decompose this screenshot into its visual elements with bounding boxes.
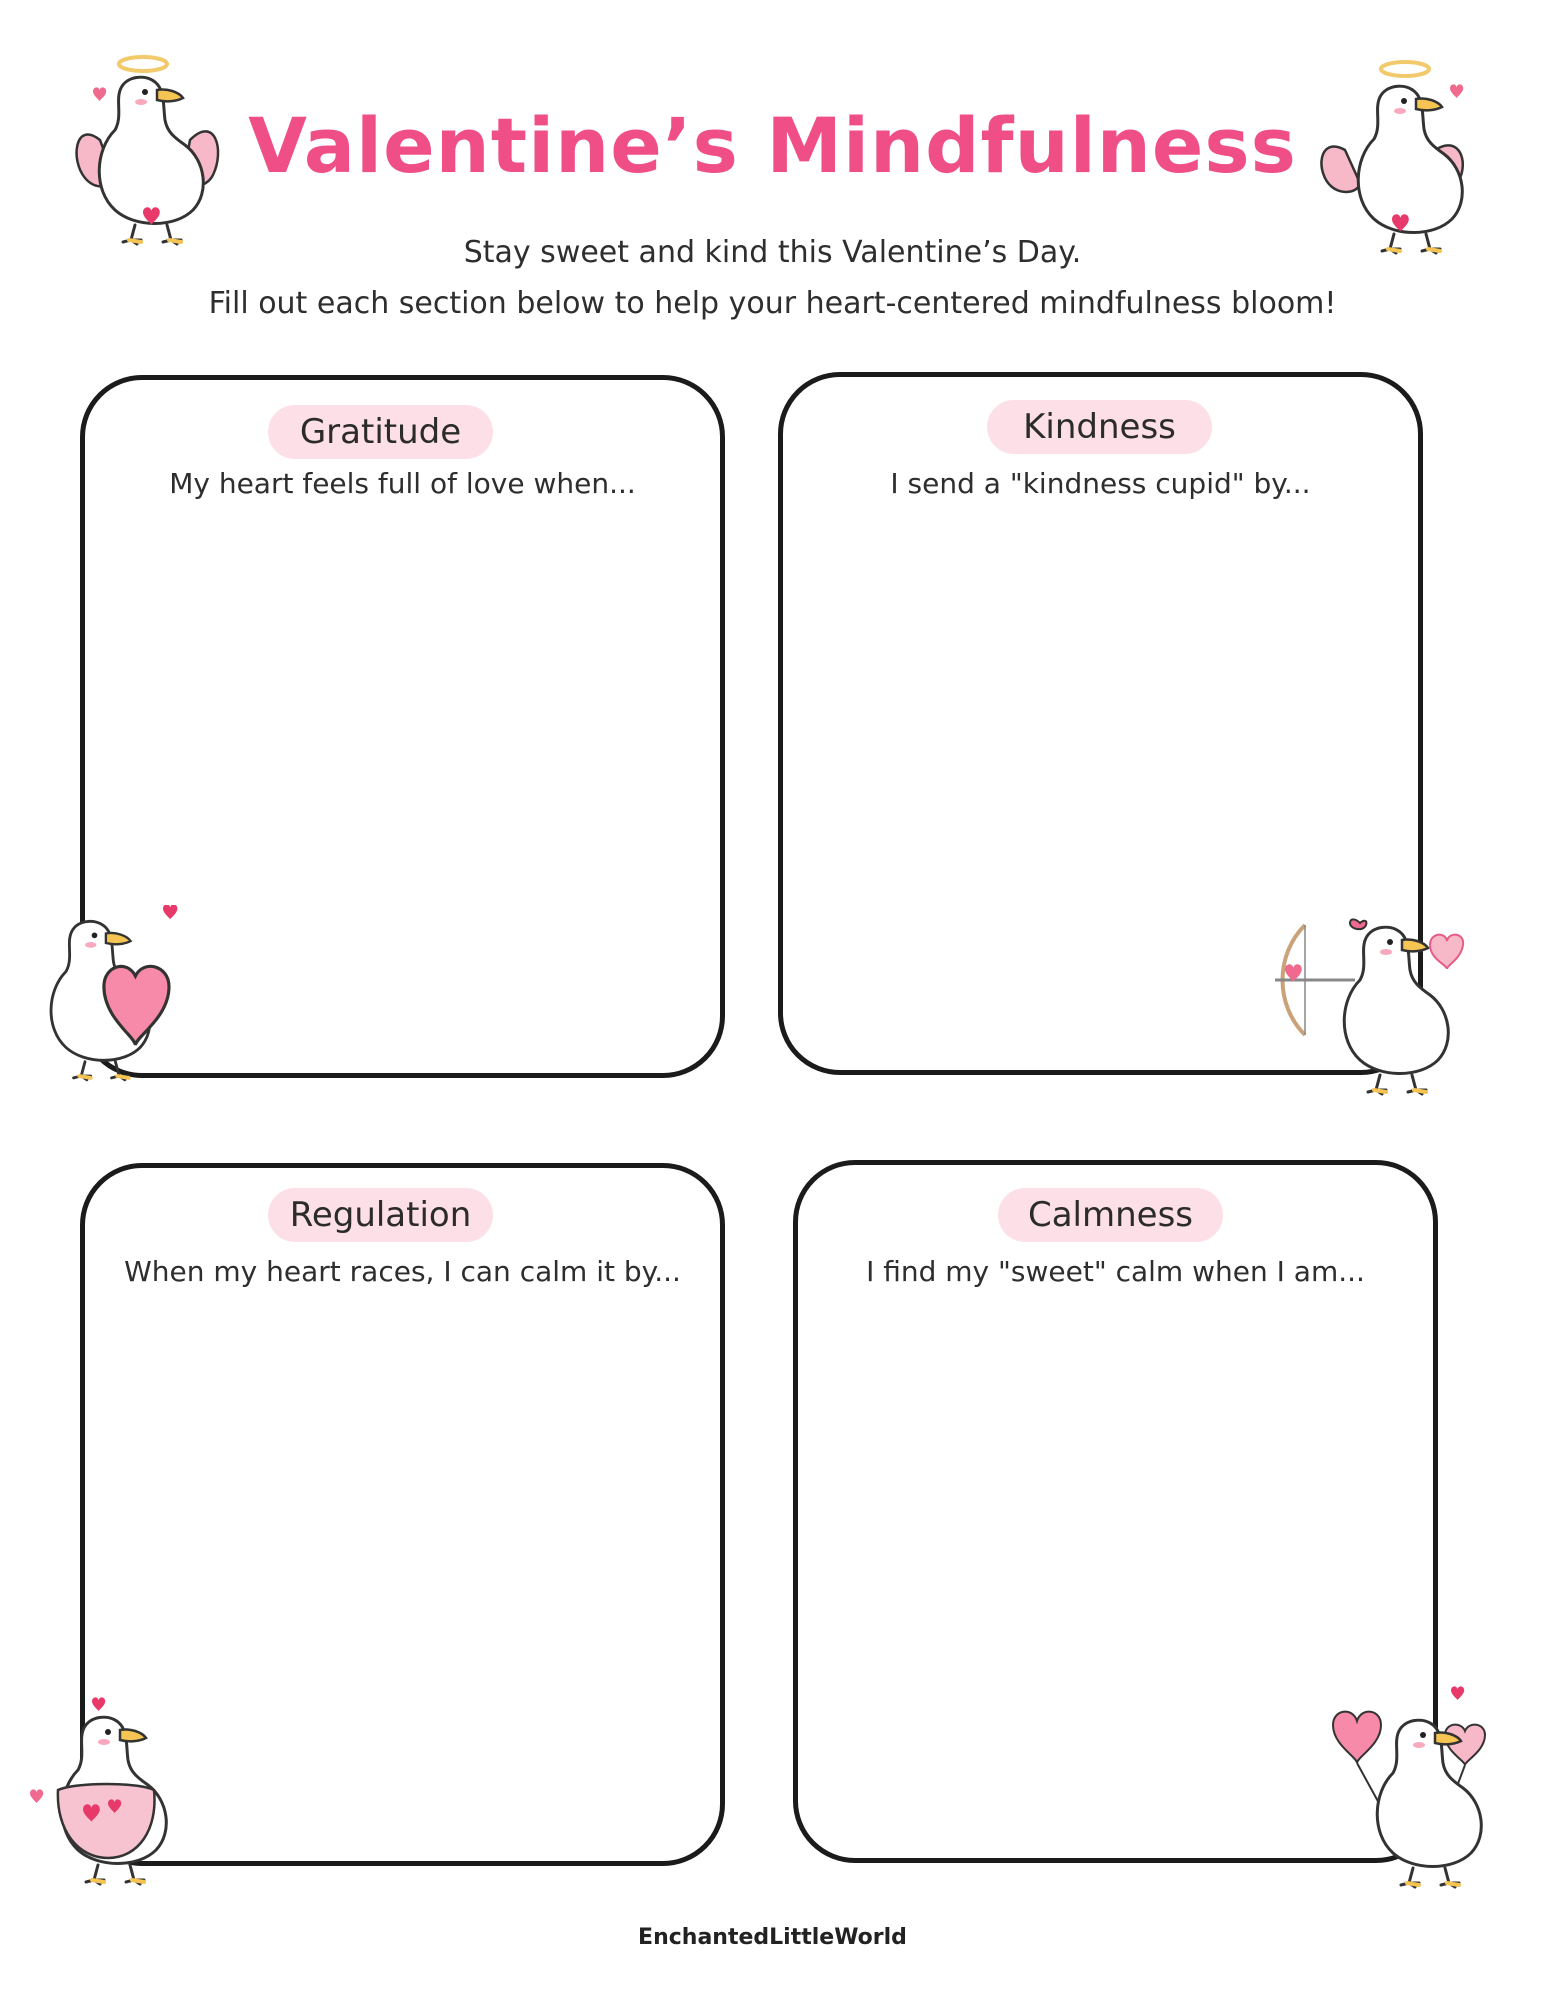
goose-in-sweater-icon	[28, 1690, 178, 1890]
kindness-prompt: I send a "kindness cupid" by...	[890, 467, 1311, 500]
cupid-goose-icon	[1265, 905, 1470, 1105]
calmness-heading: Calmness	[998, 1188, 1223, 1242]
goose-holding-heart-icon	[28, 905, 198, 1095]
subtitle-line-2: Fill out each section below to help your heart-centered mindfulness bloom!	[208, 286, 1337, 321]
regulation-prompt: When my heart races, I can calm it by...	[124, 1255, 681, 1288]
gratitude-heading: Gratitude	[268, 405, 493, 459]
angel-goose-icon	[1310, 55, 1480, 265]
angel-goose-icon	[65, 50, 235, 260]
regulation-heading: Regulation	[268, 1188, 493, 1242]
page-title: Valentine’s Mindfulness	[248, 101, 1297, 190]
subtitle-line-1: Stay sweet and kind this Valentine’s Day.	[463, 235, 1082, 270]
calmness-prompt: I find my "sweet" calm when I am...	[866, 1255, 1365, 1288]
kindness-heading: Kindness	[987, 400, 1212, 454]
footer-brand: EnchantedLittleWorld	[638, 1925, 907, 1950]
gratitude-prompt: My heart feels full of love when...	[169, 467, 636, 500]
goose-with-heart-balloons-icon	[1325, 1685, 1495, 1890]
